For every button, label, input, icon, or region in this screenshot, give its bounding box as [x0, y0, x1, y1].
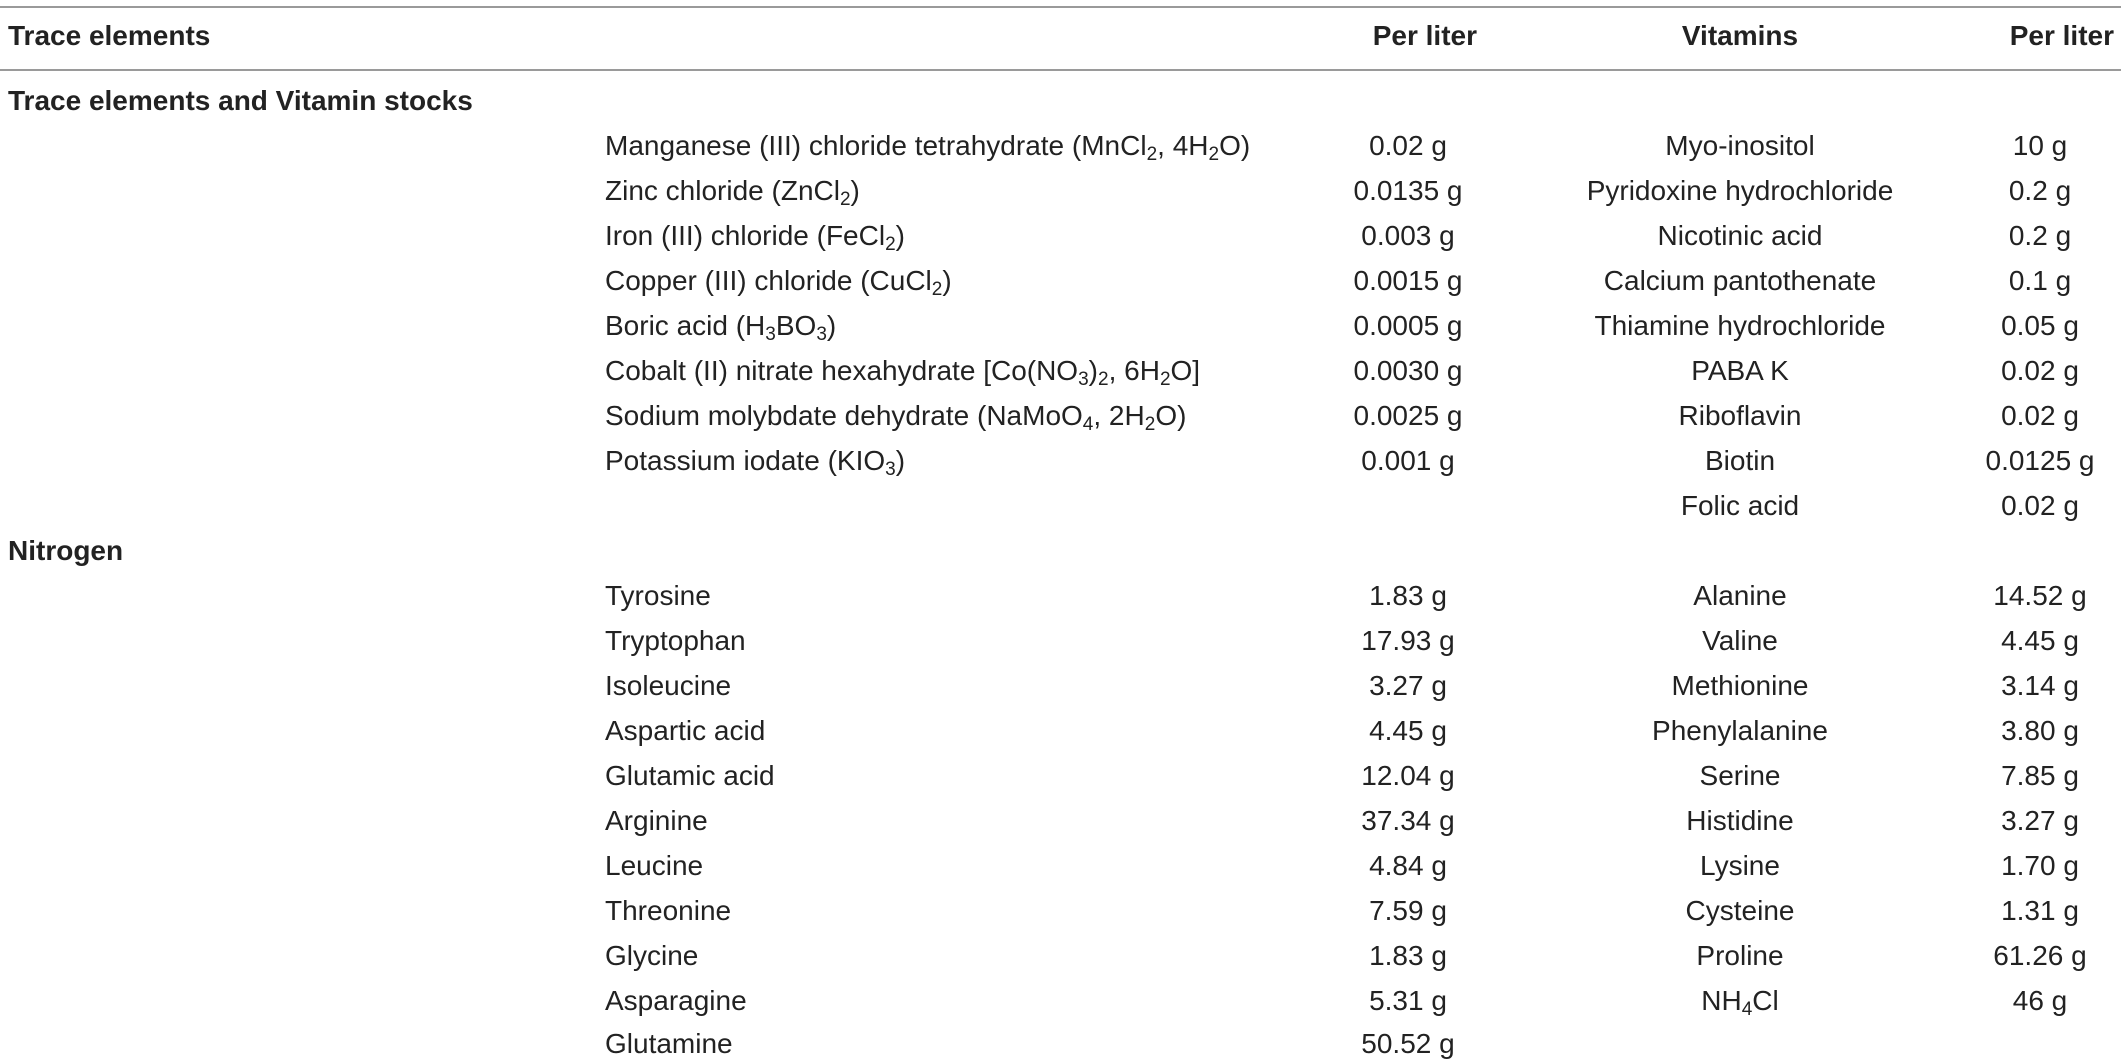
nitrogen-other-amount: 3.80 g: [2001, 715, 2079, 746]
vitamin-name: Calcium pantothenate: [1603, 265, 1877, 296]
trace-element-name: Manganese (III) chloride tetrahydrate (MnCl$_2$, $4H_2O$): [605, 130, 1251, 165]
nitrogen-other-amount: 61.26 g: [1993, 940, 2087, 971]
nitrogen-amount: 4.45 g: [1369, 715, 1447, 746]
section-title-nitrogen: Nitrogen: [8, 535, 124, 566]
header-vitamins: Vitamins: [1681, 20, 1799, 51]
nitrogen-name: Glutamine: [605, 1028, 733, 1059]
nitrogen-amount: 5.31 g: [1369, 985, 1447, 1016]
nitrogen-amount: 7.59 g: [1369, 895, 1447, 926]
trace-element-name: Zinc chloride (ZnCl$_2$): [605, 175, 860, 210]
nitrogen-amount: 17.93 g: [1361, 625, 1455, 656]
nitrogen-other-amount: 1.70 g: [2001, 850, 2079, 881]
nitrogen-other-name: Histidine: [1686, 805, 1794, 836]
vitamin-amount: 0.0125 g: [1985, 445, 2095, 476]
vitamin-amount: 10 g: [2012, 130, 2068, 161]
vitamin-amount: 0.2 g: [2008, 220, 2072, 251]
nitrogen-other-name: Serine: [1699, 760, 1781, 791]
nitrogen-name: Glycine: [605, 940, 699, 971]
nitrogen-other-amount: 4.45 g: [2001, 625, 2079, 656]
nitrogen-other-name: Valine: [1702, 625, 1778, 656]
vitamin-name: Nicotinic acid: [1657, 220, 1823, 251]
vitamin-amount: 0.05 g: [2001, 310, 2079, 341]
section-title-trace-vitamin: Trace elements and Vitamin stocks: [8, 85, 473, 116]
header-per-liter-1: Per liter: [1372, 20, 1477, 51]
trace-element-amount: 0.003 g: [1361, 220, 1455, 251]
nitrogen-amount: 12.04 g: [1361, 760, 1455, 791]
nitrogen-other-name: Lysine: [1700, 850, 1780, 881]
vitamin-amount: 0.2 g: [2008, 175, 2072, 206]
trace-element-amount: 0.0030 g: [1353, 355, 1463, 386]
nitrogen-name: Asparagine: [605, 985, 747, 1016]
trace-element-amount: 0.001 g: [1361, 445, 1455, 476]
nitrogen-name: Arginine: [605, 805, 708, 836]
vitamin-name: Riboflavin: [1678, 400, 1802, 431]
trace-element-name: Iron (III) chloride (FeCl$_2$): [605, 220, 905, 255]
nitrogen-other-amount: 7.85 g: [2001, 760, 2079, 791]
trace-element-name: Potassium iodate $(KIO_3)$: [605, 445, 906, 480]
header-rule: [0, 69, 2121, 71]
header-trace-elements: Trace elements: [8, 20, 211, 51]
vitamin-name: Pyridoxine hydrochloride: [1586, 175, 1894, 206]
nitrogen-name: Aspartic acid: [605, 715, 766, 746]
nitrogen-name: Glutamic acid: [605, 760, 775, 791]
vitamin-amount: 0.02 g: [2001, 355, 2079, 386]
nitrogen-amount: 1.83 g: [1369, 580, 1447, 611]
vitamin-name: Biotin: [1704, 445, 1776, 476]
vitamin-amount: 0.02 g: [2001, 490, 2079, 521]
trace-element-name: Copper (III) chloride (CuCl$_2$): [605, 265, 952, 300]
trace-element-amount: 0.0005 g: [1353, 310, 1463, 341]
trace-element-amount: 0.0015 g: [1353, 265, 1463, 296]
nitrogen-name: Threonine: [605, 895, 732, 926]
trace-element-amount: 0.0025 g: [1353, 400, 1463, 431]
nitrogen-amount: 4.84 g: [1369, 850, 1447, 881]
trace-element-amount: 0.02 g: [1369, 130, 1447, 161]
nitrogen-other-name: $NH_4Cl$: [1701, 985, 1779, 1020]
nitrogen-amount: 1.83 g: [1369, 940, 1447, 971]
nitrogen-other-name: Phenylalanine: [1652, 715, 1828, 746]
trace-element-amount: 0.0135 g: [1353, 175, 1463, 206]
nitrogen-name: Isoleucine: [605, 670, 732, 701]
vitamin-name: PABA K: [1691, 355, 1789, 386]
nitrogen-other-name: Alanine: [1693, 580, 1787, 611]
vitamin-name: Folic acid: [1680, 490, 1800, 521]
nitrogen-name: Leucine: [605, 850, 704, 881]
nitrogen-name: Tyrosine: [605, 580, 711, 611]
trace-element-name: Cobalt (II) nitrate hexahydrate [$Co(NO_3)_2$, $6H_2O$]: [605, 355, 1201, 390]
vitamin-amount: 0.1 g: [2008, 265, 2072, 296]
nitrogen-other-name: Proline: [1696, 940, 1784, 971]
vitamin-amount: 0.02 g: [2001, 400, 2079, 431]
nitrogen-amount: 50.52 g: [1361, 1028, 1455, 1059]
nitrogen-other-name: Methionine: [1671, 670, 1809, 701]
trace-element-name: Boric acid $(H_3BO_3)$: [605, 310, 837, 345]
trace-element-name: Sodium molybdate dehydrate (NaMoO$_4$, $2H_2O$): [605, 400, 1187, 435]
nitrogen-other-amount: 1.31 g: [2001, 895, 2079, 926]
nitrogen-other-name: Cysteine: [1685, 895, 1795, 926]
vitamin-name: Myo-inositol: [1665, 130, 1815, 161]
nitrogen-other-amount: 3.27 g: [2001, 805, 2079, 836]
vitamin-name: Thiamine hydrochloride: [1594, 310, 1886, 341]
nitrogen-other-amount: 46 g: [2012, 985, 2068, 1016]
nitrogen-name: Tryptophan: [605, 625, 746, 656]
nitrogen-amount: 3.27 g: [1369, 670, 1447, 701]
top-rule: [0, 6, 2121, 8]
header-per-liter-2: Per liter: [2009, 20, 2114, 51]
nitrogen-amount: 37.34 g: [1361, 805, 1455, 836]
nitrogen-other-amount: 14.52 g: [1993, 580, 2087, 611]
nitrogen-other-amount: 3.14 g: [2001, 670, 2079, 701]
